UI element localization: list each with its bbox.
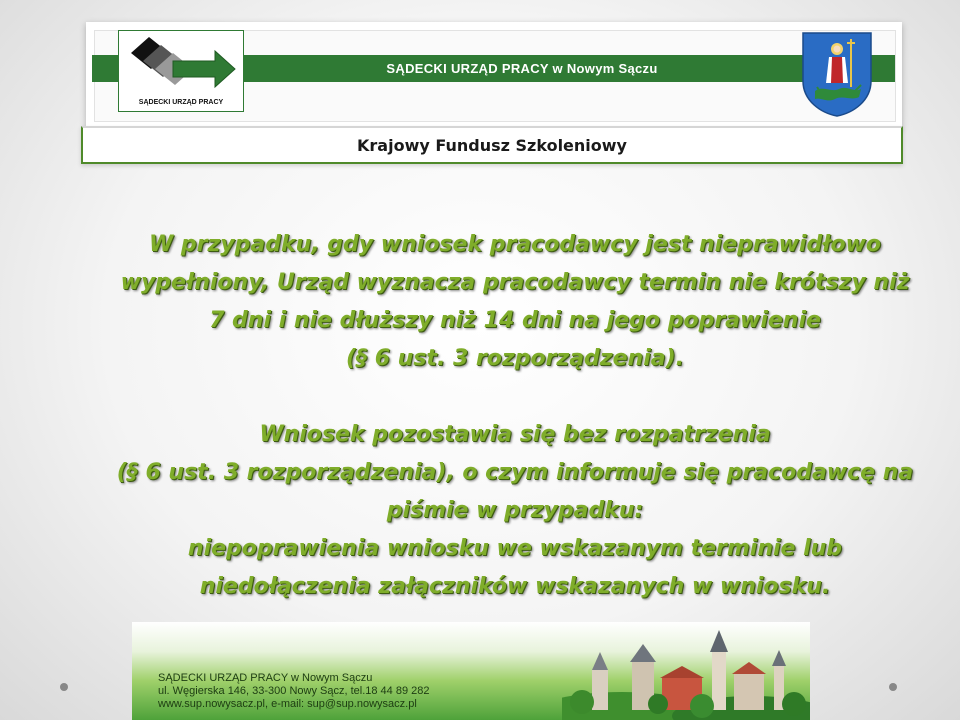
body-line: Wniosek pozostawia się bez rozpatrzenia xyxy=(259,422,771,447)
right-decor-dot xyxy=(889,683,897,691)
body-line: niedołączenia załączników wskazanych w wniosku. xyxy=(199,574,831,599)
institution-title: SĄDECKI URZĄD PRACY w Nowym Sączu xyxy=(386,61,658,76)
footer-banner xyxy=(132,622,810,720)
paragraph-gap xyxy=(90,378,940,416)
body-line: (§ 6 ust. 3 rozporządzenia). xyxy=(345,346,684,371)
town-skyline-image xyxy=(562,622,810,720)
logo-caption: SĄDECKI URZĄD PRACY xyxy=(138,99,224,106)
body-line: wypełniony, Urząd wyznacza pracodawcy termin nie krótszy niż xyxy=(120,270,910,295)
left-decor-dot xyxy=(60,683,68,691)
body-line: (§ 6 ust. 3 rozporządzenia), o czym informuje się pracodawcę na xyxy=(116,460,914,485)
body-line: niepoprawienia wniosku we wskazanym terminie lub xyxy=(187,536,843,561)
nowy-sacz-coat-of-arms-icon xyxy=(801,31,873,117)
footer-address: ul. Węgierska 146, 33-300 Nowy Sącz, tel.18 44 89 282 xyxy=(158,685,430,697)
body-line: W przypadku, gdy wniosek pracodawcy jest nieprawidłowo xyxy=(148,232,882,257)
body-line: 7 dni i nie dłuższy niż 14 dni na jego poprawienie xyxy=(209,308,821,333)
subtitle-bar xyxy=(81,126,903,164)
footer-web-email: www.sup.nowysacz.pl, e-mail: sup@sup.nowysacz.pl xyxy=(158,698,417,710)
main-content xyxy=(90,226,940,606)
subtitle-title: Krajowy Fundusz Szkoleniowy xyxy=(357,136,627,155)
footer-contact xyxy=(158,672,430,711)
sup-arrow-logo-icon xyxy=(119,31,243,101)
sup-logo xyxy=(118,30,244,112)
footer-institution: SĄDECKI URZĄD PRACY w Nowym Sączu xyxy=(158,672,373,684)
body-line: piśmie w przypadku: xyxy=(386,498,644,523)
